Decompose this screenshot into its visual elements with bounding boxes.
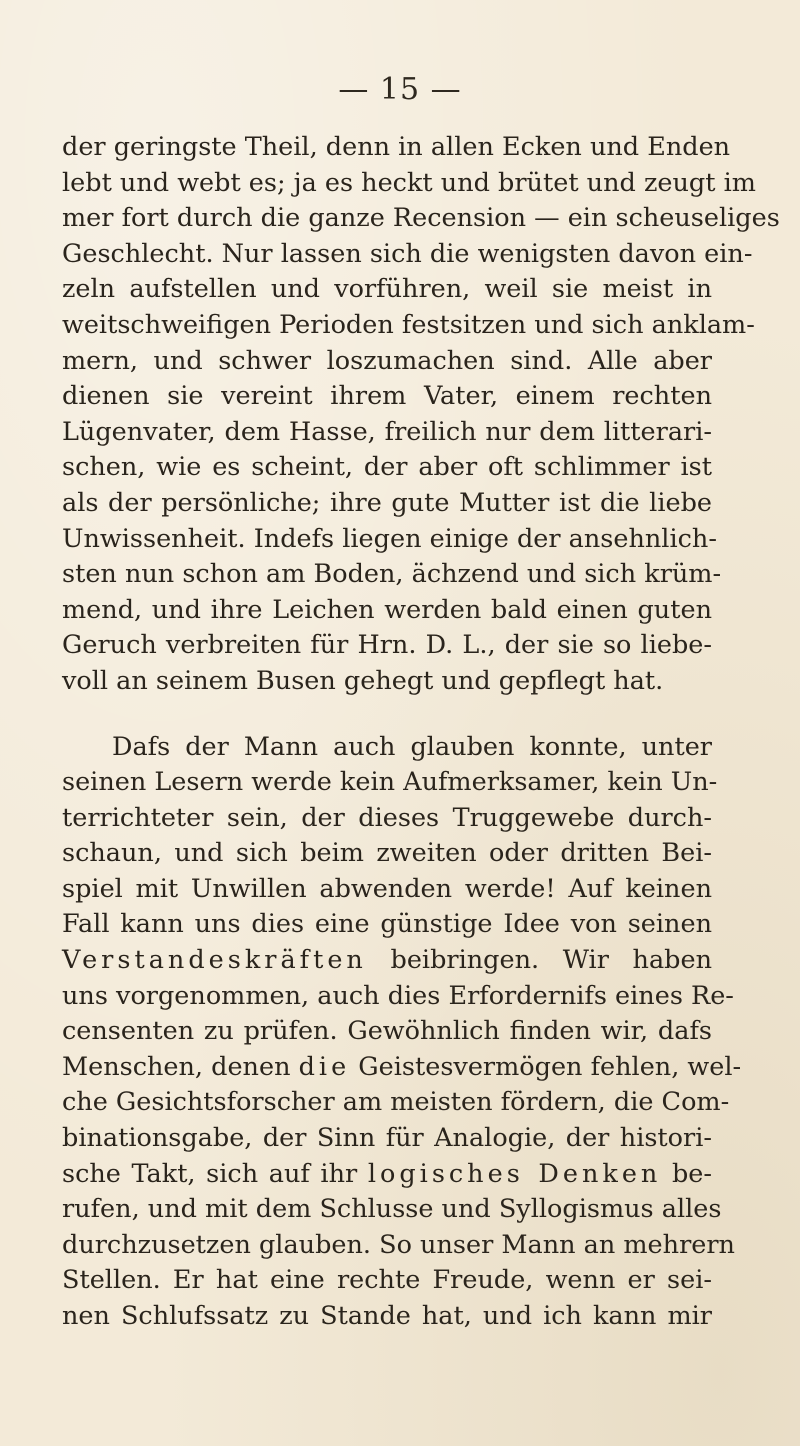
text-line: che Gesichtsforscher am meisten fördern, die Com- xyxy=(62,1087,730,1118)
text-line: Stellen. Er hat eine rechte Freude, wenn er sei- xyxy=(62,1265,712,1296)
paragraph-gap xyxy=(62,700,712,730)
text-line: seinen Lesern werde kein Aufmerksamer, kein Un- xyxy=(62,767,718,798)
text-line: Dafs der Mann auch glauben konnte, unter xyxy=(112,731,712,762)
text-line: zeln aufstellen und vorführen, weil sie meist in xyxy=(62,274,712,305)
text-line: mer fort durch die ganze Recension — ein scheuseliges xyxy=(62,203,780,234)
text-line: lebt und webt es; ja es heckt und brütet und zeugt im xyxy=(62,167,756,198)
text-line: mend, und ihre Leichen werden bald einen guten xyxy=(62,594,712,625)
text-line: dienen sie vereint ihrem Vater, einem rechten xyxy=(62,381,712,412)
spaced-emphasis: logisches Denken xyxy=(367,1158,662,1189)
spaced-emphasis: die xyxy=(298,1051,351,1082)
text-line: nen Schlufssatz zu Stande hat, und ich kann mir xyxy=(62,1301,712,1331)
text-line: sten nun schon am Boden, ächzend und sich krüm- xyxy=(62,559,722,590)
text-line: schen, wie es scheint, der aber oft schlimmer ist xyxy=(62,452,712,483)
text-line: als der persönliche; ihre gute Mutter ist die liebe xyxy=(62,487,712,518)
text-line: schaun, und sich beim zweiten oder dritten Bei- xyxy=(62,838,712,869)
text-line: mern, und schwer loszumachen sind. Alle aber xyxy=(62,345,712,376)
page-number: — 15 — xyxy=(338,72,462,107)
text-line: rufen, und mit dem Schlusse und Syllogismus alles xyxy=(62,1194,722,1225)
text-fragment: sche Takt, sich auf ihr xyxy=(62,1158,358,1189)
text-fragment: be- xyxy=(671,1158,712,1189)
paragraph-2 xyxy=(62,730,742,1335)
text-line: Fall kann uns dies eine günstige Idee von seinen xyxy=(62,909,712,940)
text-line: Unwissenheit. Indefs liegen einige der ansehnlich- xyxy=(62,523,717,554)
text-fragment: beibringen. Wir haben xyxy=(390,945,712,976)
text-line: voll an seinem Busen gehegt und gepflegt hat. xyxy=(62,665,664,696)
text-line xyxy=(62,1157,712,1193)
text-fragment: Menschen, denen xyxy=(62,1051,291,1082)
text-line: Geruch verbreiten für Hrn. D. L., der sie so liebe- xyxy=(62,630,712,661)
text-line: durchzusetzen glauben. So unser Mann an mehrern xyxy=(62,1229,735,1260)
text-line: censenten zu prüfen. Gewöhnlich finden wir, dafs xyxy=(62,1016,712,1047)
text-line: Geschlecht. Nur lassen sich die wenigsten davon ein- xyxy=(62,238,753,269)
text-line: terrichteter sein, der dieses Truggewebe durch- xyxy=(62,802,712,833)
text-line: spiel mit Unwillen abwenden werde! Auf keinen xyxy=(62,873,712,904)
spaced-emphasis: Verstandeskräften xyxy=(62,945,367,976)
body-text xyxy=(62,130,780,1335)
text-line xyxy=(62,943,712,979)
text-line: binationsgabe, der Sinn für Analogie, der histori- xyxy=(62,1123,712,1154)
text-line: Lügenvater, dem Hasse, freilich nur dem litterari- xyxy=(62,416,712,447)
paragraph-1 xyxy=(62,130,780,700)
text-line xyxy=(62,1050,742,1086)
text-line: der geringste Theil, denn in allen Ecken und Enden xyxy=(62,132,731,162)
text-line: weitschweifigen Perioden festsitzen und sich anklam- xyxy=(62,309,755,340)
text-line: uns vorgenommen, auch dies Erfordernifs eines Re- xyxy=(62,980,734,1011)
text-fragment: Geistesvermögen fehlen, wel- xyxy=(358,1051,742,1082)
